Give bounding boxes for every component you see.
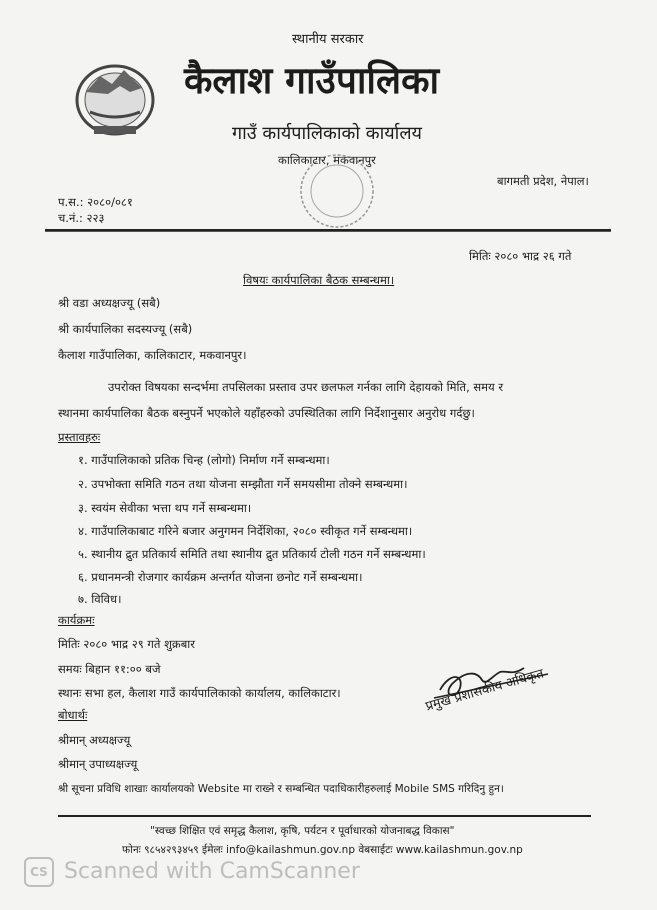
signatory-title: प्रमुख प्रशासकीय अधिकृत: [424, 666, 546, 715]
footer-contact: फोनः ९८५४२९३४५९ ईमेलः info@kailashmun.gov.np वेबसाईटः www.kailashmun.gov.np: [122, 844, 523, 856]
proposal-item: ३. स्वयंम सेवीका भत्ता थप गर्ने सम्बन्धमा।: [78, 501, 252, 515]
camscanner-logo-icon: CS: [24, 857, 54, 887]
program-time: समयः बिहान ११:०० बजे: [58, 662, 161, 676]
nepal-emblem-icon: [72, 58, 158, 138]
proposal-item: ६. प्रधानमन्त्री रोजगार कार्यक्रम अन्तर्गत योजना छनोट गर्ने सम्बन्धमा।: [78, 570, 363, 584]
body-text: उपरोक्त विषयका सन्दर्भमा तपसिलका प्रस्ताव उपर छलफल गर्नका लागि देहायको मिति, समय र: [108, 380, 504, 394]
province-label: बागमती प्रदेश, नेपाल।: [497, 174, 589, 188]
municipality-name: कैलाश गाउँपालिका: [184, 59, 440, 102]
cc-item: श्रीमान् अध्यक्षज्यू: [58, 733, 131, 747]
recipient-line: कैलाश गाउँपालिका, कालिकाटार, मकवानपुर।: [58, 348, 247, 362]
proposal-item: ७. विविध।: [78, 592, 122, 606]
header-divider-thin: [45, 231, 611, 232]
proposal-item: १. गाउँपालिकाको प्रतिक चिन्ह (लोगो) निर्माण गर्ने सम्बन्धमा।: [78, 453, 330, 467]
cc-item: श्री सूचना प्रविधि शाखाः कार्यालयको Website मा राख्ने र सम्बन्धित पदाधिकारीहरुलाई Mobile SMS गरिदिनु हुन।: [58, 783, 504, 795]
recipient-line: श्री कार्यपालिका सदस्यज्यू (सबै): [58, 322, 193, 336]
proposal-item: ४. गाउँपालिकाबाट गरिने बजार अनुगमन निर्देशिका, २०८० स्वीकृत गर्ने सम्बन्धमा।: [78, 524, 413, 538]
patra-sankhya: प.स.: २०८०/०८१: [58, 195, 133, 209]
scanner-watermark: Scanned with CamScanner: [64, 859, 360, 884]
office-stamp-icon: [296, 150, 378, 232]
cc-item: श्रीमान् उपाध्यक्षज्यू: [58, 757, 138, 771]
footer-motto: "स्वच्छ शिक्षित एवं समृद्ध कैलाश, कृषि, पर्यटन र पूर्वाधारको योजनाबद्ध विकास": [150, 825, 455, 837]
program-heading: कार्यक्रमः: [58, 613, 95, 627]
proposals-heading: प्रस्तावहरुः: [58, 430, 101, 444]
program-venue: स्थानः सभा हल, कैलाश गाउँ कार्यपालिकाको कार्यालय, कालिकाटार।: [58, 686, 341, 700]
proposal-item: २. उपभोक्ता समिति गठन तथा योजना सम्झौता गर्ने समयसीमा तोक्ने सम्बन्धमा।: [78, 477, 408, 491]
letter-subject: विषयः कार्यपालिका बैठक सम्बन्धमा।: [243, 273, 395, 287]
letter-date: मितिः २०८० भाद्र २६ गते: [469, 249, 572, 263]
chalani-number: च.नं.: २२३: [58, 211, 105, 225]
office-name: गाउँ कार्यपालिकाको कार्यालय: [232, 123, 422, 144]
cc-heading: बोधार्थः: [58, 708, 88, 722]
program-date: मितिः २०८० भाद्र २९ गते शुक्रबार: [58, 637, 195, 651]
top-label: स्थानीय सरकार: [292, 32, 364, 47]
recipient-line: श्री वडा अध्यक्षज्यू (सबै): [58, 296, 161, 310]
footer-divider: [58, 815, 591, 817]
office-address: कालिकाटार, मकवानपुर: [278, 153, 376, 167]
proposal-item: ५. स्थानीय द्रुत प्रतिकार्य समिति तथा स्थानीय द्रुत प्रतिकार्य टोली गठन गर्ने सम्बन्धमा।: [78, 547, 426, 561]
body-text: स्थानमा कार्यपालिका बैठक बस्नुपर्ने भएकोले यहाँहरुको उपस्थितिका लागि निर्देशानुसार अनुरोध गर्दछु।: [58, 406, 475, 420]
